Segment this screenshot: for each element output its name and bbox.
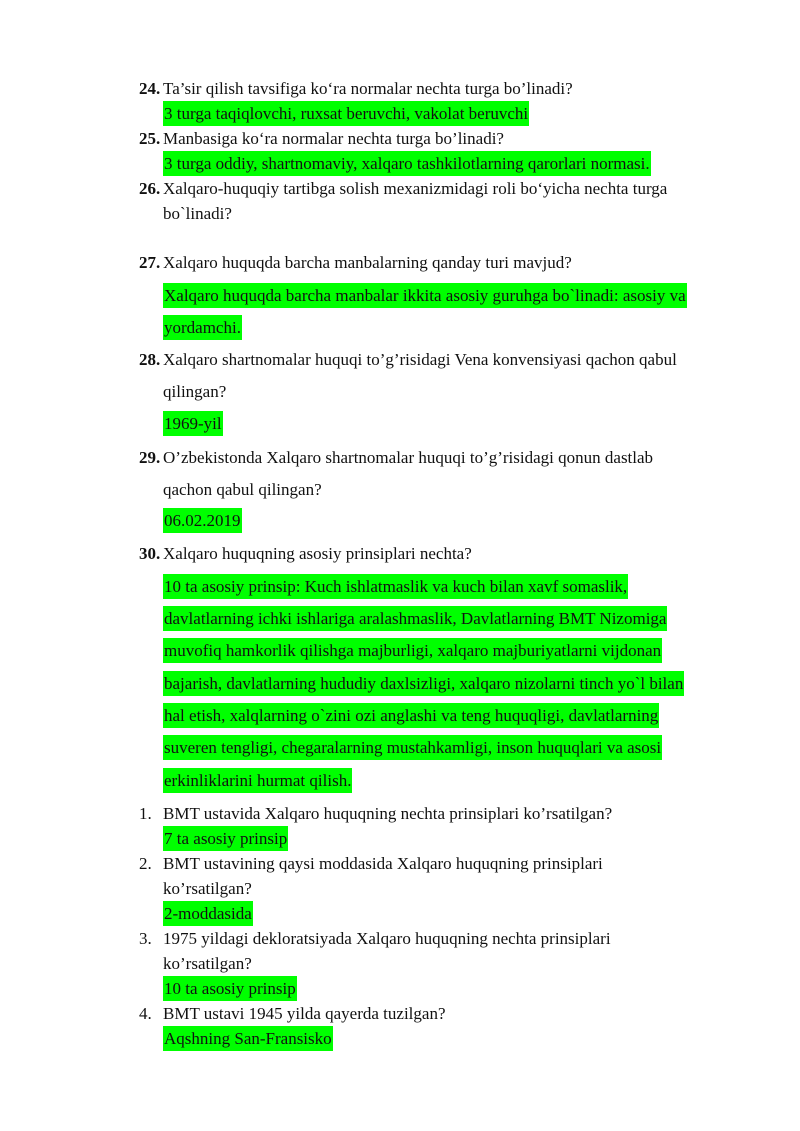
question-text: 1975 yildagi dekloratsiyada Xalqaro huquqning nechta prinsiplari xyxy=(163,929,611,948)
question-number: 3. xyxy=(139,929,152,948)
answer-text: 1969-yil xyxy=(163,411,223,436)
question-number: 24. xyxy=(139,79,161,98)
question-text: BMT ustavining qaysi moddasida Xalqaro huquqning prinsiplari xyxy=(163,854,603,873)
question-text: ko’rsatilgan? xyxy=(163,879,252,898)
question-text: Ta’sir qilish tavsifiga ko‘ra normalar nechta turga bo’linadi? xyxy=(163,79,573,98)
question-text: BMT ustavi 1945 yilda qayerda tuzilgan? xyxy=(163,1004,446,1023)
question-number: 25. xyxy=(139,129,161,148)
question-text: Xalqaro huquqning asosiy prinsiplari nechta? xyxy=(163,544,472,563)
answer-text: muvofiq hamkorlik qilishga majburligi, xalqaro majburiyatlarni vijdonan xyxy=(163,638,662,663)
question-number: 29. xyxy=(139,448,161,467)
question-text: Xalqaro shartnomalar huquqi to’g’risidagi Vena konvensiyasi qachon qabul xyxy=(163,350,677,369)
question-number: 26. xyxy=(139,179,161,198)
answer-text: bajarish, davlatlarning hududiy daxlsizligi, xalqaro nizolarni tinch yo`l bilan xyxy=(163,671,684,696)
answer-text: Xalqaro huquqda barcha manbalar ikkita asosiy guruhga bo`linadi: asosiy va xyxy=(163,283,687,308)
question-text: Xalqaro huquqda barcha manbalarning qanday turi mavjud? xyxy=(163,253,572,272)
question-text: Manbasiga ko‘ra normalar nechta turga bo’linadi? xyxy=(163,129,504,148)
answer-text: 10 ta asosiy prinsip: Kuch ishlatmaslik va kuch bilan xavf somaslik, xyxy=(163,574,628,599)
question-number: 28. xyxy=(139,350,161,369)
answer-text: davlatlarning ichki ishlariga aralashmaslik, Davlatlarning BMT Nizomiga xyxy=(163,606,667,631)
question-number: 27. xyxy=(139,253,161,272)
question-text: Xalqaro-huquqiy tartibga solish mexanizmidagi roli bo‘yicha nechta turga xyxy=(163,179,668,198)
question-number: 30. xyxy=(139,544,161,563)
answer-text: 7 ta asosiy prinsip xyxy=(163,826,288,851)
question-text: bo`linadi? xyxy=(163,204,232,223)
question-number: 1. xyxy=(139,804,152,823)
answer-text: Aqshning San-Fransisko xyxy=(163,1026,333,1051)
answer-text: erkinliklarini hurmat qilish. xyxy=(163,768,352,793)
answer-text: 2-moddasida xyxy=(163,901,253,926)
question-text: ko’rsatilgan? xyxy=(163,954,252,973)
answer-text: yordamchi. xyxy=(163,315,242,340)
question-text: O’zbekistonda Xalqaro shartnomalar huquqi to’g’risidagi qonun dastlab xyxy=(163,448,654,467)
question-number: 4. xyxy=(139,1004,152,1023)
answer-text: 3 turga taqiqlovchi, ruxsat beruvchi, vakolat beruvchi xyxy=(163,101,529,126)
answer-text: 3 turga oddiy, shartnomaviy, xalqaro tashkilotlarning qarorlari normasi. xyxy=(163,151,651,176)
question-text: qilingan? xyxy=(163,382,227,401)
answer-text: 10 ta asosiy prinsip xyxy=(163,976,297,1001)
answer-text: hal etish, xalqlarning o`zini ozi anglashi va teng huquqligi, davlatlarning xyxy=(163,703,659,728)
answer-text: suveren tengligi, chegaralarning mustahkamligi, inson huquqlari va asosi xyxy=(163,735,662,760)
question-text: BMT ustavida Xalqaro huquqning nechta prinsiplari ko’rsatilgan? xyxy=(163,804,613,823)
question-text: qachon qabul qilingan? xyxy=(163,480,322,499)
answer-text: 06.02.2019 xyxy=(163,508,242,533)
question-number: 2. xyxy=(139,854,152,873)
